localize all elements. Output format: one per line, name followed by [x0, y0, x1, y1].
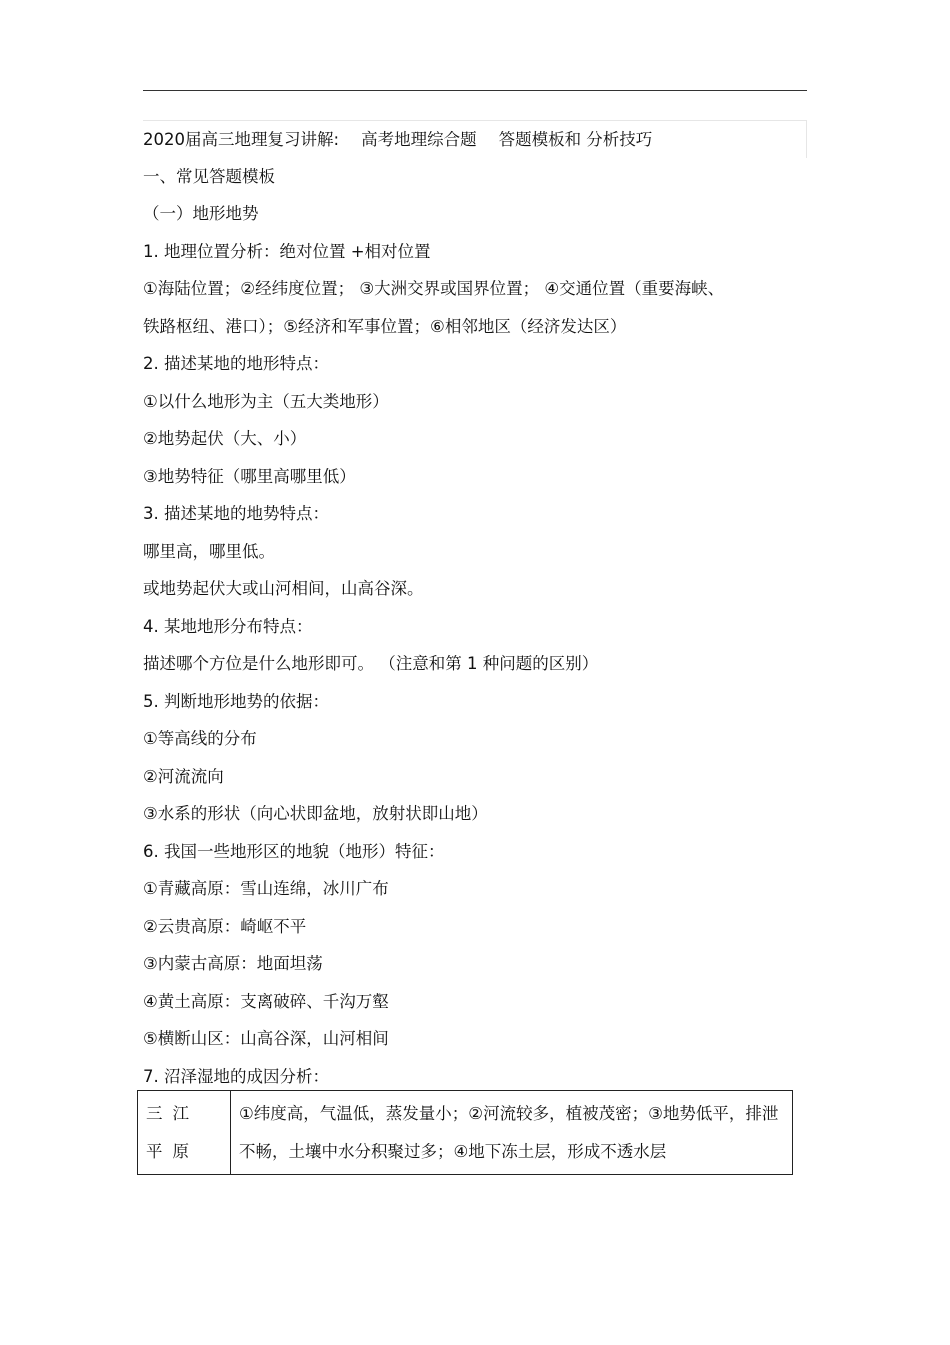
title-part-2: 高考地理综合题 [361, 130, 477, 149]
document-title [143, 120, 807, 158]
item-heading: 5. 判断地形地势的依据： [143, 691, 329, 711]
text-line: ②云贵高原：崎岖不平 [143, 916, 307, 936]
description-cell: ①纬度高，气温低，蒸发量小；②河流较多，植被茂密；③地势低平，排泄不畅，土壤中水分积聚过多；④地下冻土层，形成不透水层 [231, 1091, 793, 1175]
document-body [143, 120, 807, 1095]
text-line: ⑤横断山区：山高谷深，山河相间 [143, 1029, 389, 1048]
item-heading: 4. 某地地形分布特点： [143, 616, 313, 636]
text-line: 或地势起伏大或山河相间，山高谷深。 [143, 579, 424, 598]
text-line: ③水系的形状（向心状即盆地，放射状即山地） [143, 804, 488, 823]
text-line: 哪里高，哪里低。 [143, 541, 275, 561]
item-heading: 3. 描述某地的地势特点： [143, 504, 329, 523]
item-heading: 1. 地理位置分析：绝对位置 +相对位置 [143, 241, 431, 261]
text-line: ①以什么地形为主（五大类地形） [143, 391, 389, 411]
text-line: ②地势起伏（大、小） [143, 429, 307, 448]
item-heading: 2. 描述某地的地形特点： [143, 354, 329, 373]
text-line: ①青藏高原：雪山连绵，冰川广布 [143, 879, 389, 898]
subsection-heading: （一）地形地势 [143, 204, 259, 223]
item-heading: 7. 沼泽湿地的成因分析： [143, 1066, 329, 1086]
text-line: ②河流流向 [143, 766, 224, 786]
section-heading: 一、常见答题模板 [143, 166, 275, 186]
text-line: 铁路枢纽、港口）；⑤经济和军事位置；⑥相邻地区（经济发达区） [143, 316, 627, 336]
title-part-3: 答题模板和 分析技巧 [498, 130, 653, 149]
header-rule [143, 90, 807, 91]
text-line: ③地势特征（哪里高哪里低） [143, 466, 356, 486]
region-cell: 三江平原 [138, 1091, 231, 1175]
text-line: ①海陆位置；②经纬度位置； ③大洲交界或国界位置； ④交通位置（重要海峡、 [143, 279, 725, 298]
text-line: ③内蒙古高原：地面坦荡 [143, 954, 323, 973]
text-line: ①等高线的分布 [143, 729, 257, 748]
table-row [138, 1091, 793, 1175]
text-line: 描述哪个方位是什么地形即可。 （注意和第 1 种问题的区别） [143, 654, 599, 673]
item-heading: 6. 我国一些地形区的地貌（地形）特征： [143, 841, 445, 861]
title-part-1: 2020届高三地理复习讲解: [143, 130, 340, 149]
text-line: ④黄土高原：支离破碎、千沟万壑 [143, 991, 389, 1011]
swamp-cause-table [137, 1090, 793, 1175]
